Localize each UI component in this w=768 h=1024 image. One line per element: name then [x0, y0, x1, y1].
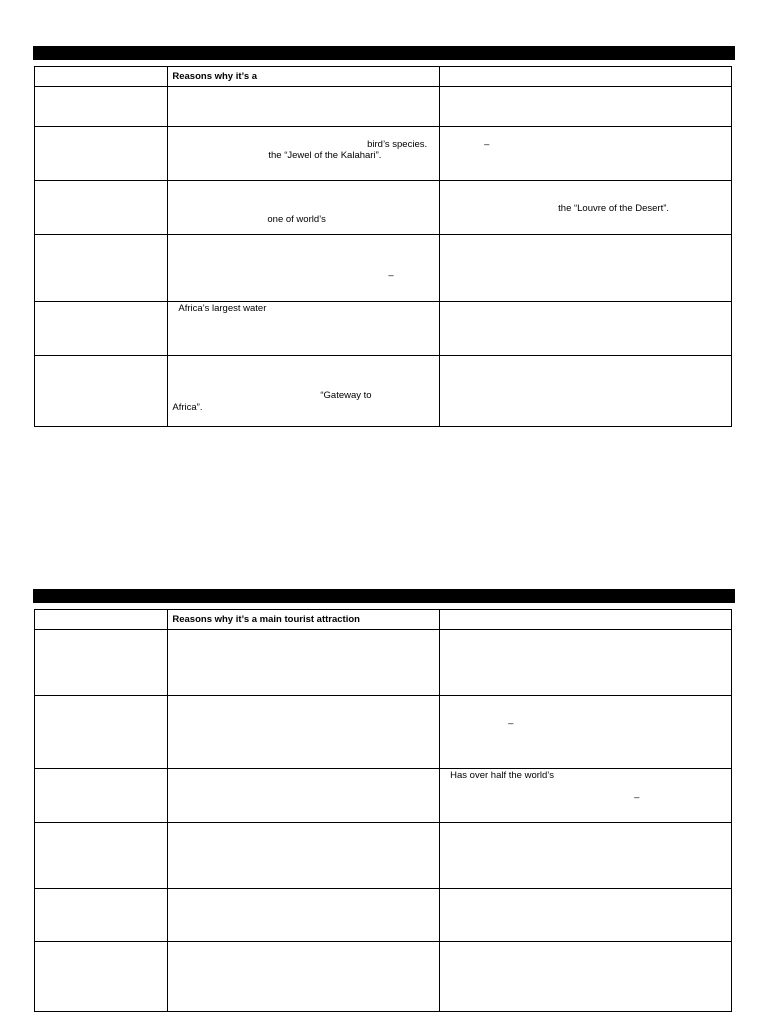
row-cell-col1	[35, 181, 168, 235]
table-row	[35, 769, 732, 823]
cell-text: one of world’s	[267, 214, 326, 225]
row-cell-col3	[440, 942, 732, 1012]
cell-text: –	[508, 718, 514, 729]
table-row	[35, 302, 732, 356]
cell-text: –	[634, 792, 640, 803]
row-cell-col3	[440, 823, 732, 889]
row-cell-col2	[168, 823, 440, 889]
row-cell-col1	[35, 823, 168, 889]
table-row	[35, 235, 732, 302]
row-cell-col2	[168, 630, 440, 696]
header-cell-col1	[35, 67, 168, 87]
row-cell-col1	[35, 630, 168, 696]
row-cell-col3	[440, 769, 732, 823]
row-cell-col1	[35, 87, 168, 127]
table-row	[35, 696, 732, 769]
row-cell-col2	[168, 181, 440, 235]
cell-text: bird’s species.	[367, 139, 428, 150]
table-row	[35, 127, 732, 181]
row-cell-col2	[168, 696, 440, 769]
row-cell-col1	[35, 127, 168, 181]
cell-text: “Gateway to	[320, 390, 372, 401]
row-cell-col3	[440, 235, 732, 302]
row-cell-col2	[168, 87, 440, 127]
header-cell-col2: Reasons why it’s a	[168, 67, 440, 87]
table-row	[35, 356, 732, 427]
header-cell-col1	[35, 610, 168, 630]
table-header-row	[35, 610, 732, 630]
table-row	[35, 823, 732, 889]
row-cell-col1	[35, 356, 168, 427]
row-cell-col2	[168, 127, 440, 181]
row-cell-col1	[35, 889, 168, 942]
row-cell-col3	[440, 889, 732, 942]
section-1-title-bar	[33, 46, 735, 60]
row-cell-col2	[168, 942, 440, 1012]
cell-text: Africa”.	[172, 402, 203, 413]
row-cell-col3	[440, 356, 732, 427]
row-cell-col1	[35, 696, 168, 769]
row-cell-col2	[168, 889, 440, 942]
attractions-table-2	[34, 609, 732, 1012]
row-cell-col2	[168, 356, 440, 427]
cell-text: Has over half the world’s	[450, 770, 554, 781]
cell-text: –	[388, 270, 394, 281]
table-row	[35, 181, 732, 235]
table-row	[35, 942, 732, 1012]
row-cell-col1	[35, 235, 168, 302]
cell-text: –	[484, 139, 490, 150]
row-cell-col2	[168, 302, 440, 356]
row-cell-col3	[440, 630, 732, 696]
header-cell-col3	[440, 67, 732, 87]
row-cell-col2	[168, 235, 440, 302]
row-cell-col3	[440, 87, 732, 127]
row-cell-col3	[440, 181, 732, 235]
row-cell-col3	[440, 127, 732, 181]
header-cell-col2: Reasons why it’s a main tourist attraction	[168, 610, 440, 630]
cell-text: the “Jewel of the Kalahari”.	[268, 150, 382, 161]
row-cell-col1	[35, 769, 168, 823]
attractions-table-1	[34, 66, 732, 427]
table-row	[35, 630, 732, 696]
row-cell-col2	[168, 769, 440, 823]
row-cell-col3	[440, 302, 732, 356]
row-cell-col1	[35, 302, 168, 356]
table-row	[35, 889, 732, 942]
section-2-title-bar	[33, 589, 735, 603]
row-cell-col1	[35, 942, 168, 1012]
cell-text: the “Louvre of the Desert”.	[558, 203, 670, 214]
cell-text: Africa’s largest water	[178, 303, 267, 314]
table-header-row	[35, 67, 732, 87]
table-row	[35, 87, 732, 127]
header-cell-col3	[440, 610, 732, 630]
row-cell-col3	[440, 696, 732, 769]
